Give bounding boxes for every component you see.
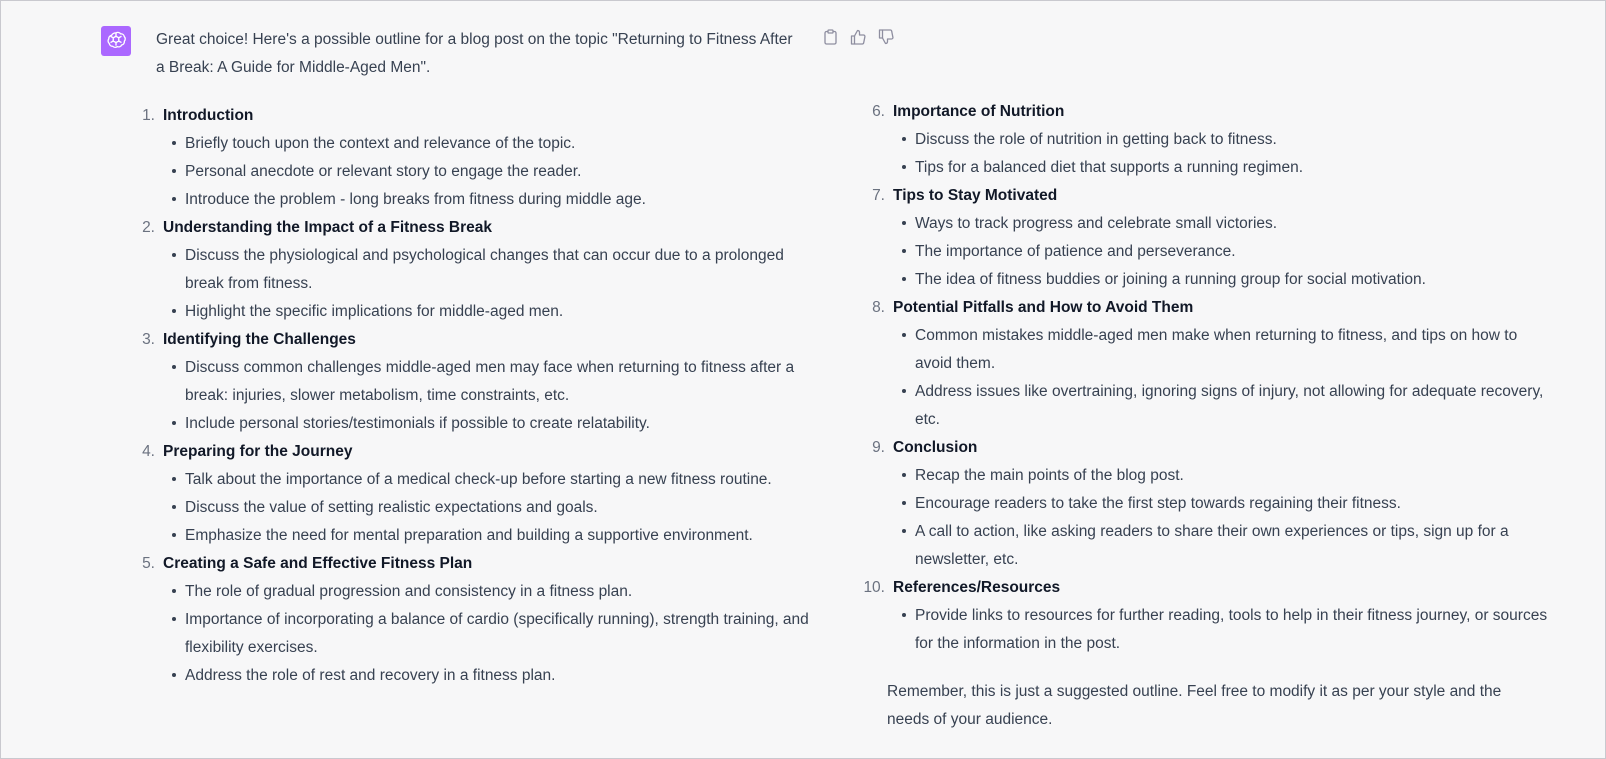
- list-item: Talk about the importance of a medical check-up before starting a new fitness routine.: [185, 466, 811, 494]
- item-heading: Identifying the Challenges: [163, 331, 356, 348]
- item-number: 4.: [142, 443, 155, 460]
- item-heading: Understanding the Impact of a Fitness Break: [163, 219, 493, 236]
- item-number: 2.: [142, 219, 155, 236]
- list-item: Briefly touch upon the context and relevance of the topic.: [185, 130, 811, 158]
- list-item: Encourage readers to take the first step towards regaining their fitness.: [915, 490, 1551, 518]
- list-item: Address the role of rest and recovery in a fitness plan.: [185, 662, 811, 690]
- item-heading: Conclusion: [893, 439, 978, 456]
- list-item: Recap the main points of the blog post.: [915, 462, 1551, 490]
- item-number: 5.: [142, 555, 155, 572]
- list-item: The importance of patience and perseverance.: [915, 238, 1551, 266]
- list-item: Highlight the specific implications for middle-aged men.: [185, 298, 811, 326]
- item-heading: Preparing for the Journey: [163, 443, 353, 460]
- list-item: Personal anecdote or relevant story to engage the reader.: [185, 158, 811, 186]
- list-item: Include personal stories/testimonials if possible to create relatability.: [185, 410, 811, 438]
- list-item: The role of gradual progression and consistency in a fitness plan.: [185, 578, 811, 606]
- item-number: 9.: [872, 439, 885, 456]
- openai-logo-icon: [105, 30, 127, 52]
- outline-item-6: [851, 98, 1551, 182]
- outline-item-3: [121, 326, 811, 438]
- item-number: 10.: [863, 579, 885, 596]
- list-item: Ways to track progress and celebrate small victories.: [915, 210, 1551, 238]
- item-number: 1.: [142, 107, 155, 124]
- list-item: Importance of incorporating a balance of cardio (specifically running), strength training, and flexibility exercises.: [185, 606, 811, 662]
- list-item: Discuss the physiological and psychological changes that can occur due to a prolonged break from fitness.: [185, 242, 811, 298]
- outline-item-1: [121, 102, 811, 214]
- list-item: Provide links to resources for further reading, tools to help in their fitness journey, or sources for the information in the post.: [915, 602, 1551, 658]
- message-actions: [821, 28, 895, 46]
- outline-item-4: [121, 438, 811, 550]
- outline-item-9: [851, 434, 1551, 574]
- item-number: 7.: [872, 187, 885, 204]
- thumbs-up-button[interactable]: [849, 28, 867, 46]
- list-item: Discuss the role of nutrition in getting back to fitness.: [915, 126, 1551, 154]
- outline-item-2: [121, 214, 811, 326]
- list-item: Tips for a balanced diet that supports a running regimen.: [915, 154, 1551, 182]
- outline-item-8: [851, 294, 1551, 434]
- clipboard-icon: [823, 29, 838, 45]
- item-heading: References/Resources: [893, 579, 1061, 596]
- outline-item-5: [121, 550, 811, 690]
- list-item: Address issues like overtraining, ignoring signs of injury, not allowing for adequate recovery, etc.: [915, 378, 1551, 434]
- list-item: Discuss common challenges middle-aged men may face when returning to fitness after a break: injuries, slower metabolism, time constraints, etc.: [185, 354, 811, 410]
- list-item: Common mistakes middle-aged men make when returning to fitness, and tips on how to avoid them.: [915, 322, 1551, 378]
- thumbs-down-button[interactable]: [877, 28, 895, 46]
- item-number: 8.: [872, 299, 885, 316]
- item-heading: Introduction: [163, 107, 254, 124]
- item-heading: Importance of Nutrition: [893, 103, 1065, 120]
- copy-button[interactable]: [821, 28, 839, 46]
- item-heading: Potential Pitfalls and How to Avoid Them: [893, 299, 1194, 316]
- list-item: Introduce the problem - long breaks from fitness during middle age.: [185, 186, 811, 214]
- outline-item-10: [851, 574, 1551, 658]
- list-item: A call to action, like asking readers to share their own experiences or tips, sign up for a newsletter, etc.: [915, 518, 1551, 574]
- item-number: 3.: [142, 331, 155, 348]
- item-heading: Creating a Safe and Effective Fitness Plan: [163, 555, 473, 572]
- outline-item-7: [851, 182, 1551, 294]
- message-intro: Great choice! Here's a possible outline for a blog post on the topic "Returning to Fitness After a Break: A Guide for Middle-Aged Men".: [156, 31, 793, 76]
- message-closing: Remember, this is just a suggested outline. Feel free to modify it as per your style and the needs of your audience.: [887, 683, 1502, 728]
- list-item: The idea of fitness buddies or joining a running group for social motivation.: [915, 266, 1551, 294]
- assistant-avatar: [101, 26, 131, 56]
- outline-column-left: [121, 102, 811, 690]
- thumbs-down-icon: [878, 29, 894, 45]
- list-item: Discuss the value of setting realistic expectations and goals.: [185, 494, 811, 522]
- thumbs-up-icon: [850, 29, 866, 45]
- outline-column-right: [851, 98, 1551, 658]
- item-number: 6.: [872, 103, 885, 120]
- list-item: Emphasize the need for mental preparation and building a supportive environment.: [185, 522, 811, 550]
- item-heading: Tips to Stay Motivated: [893, 187, 1058, 204]
